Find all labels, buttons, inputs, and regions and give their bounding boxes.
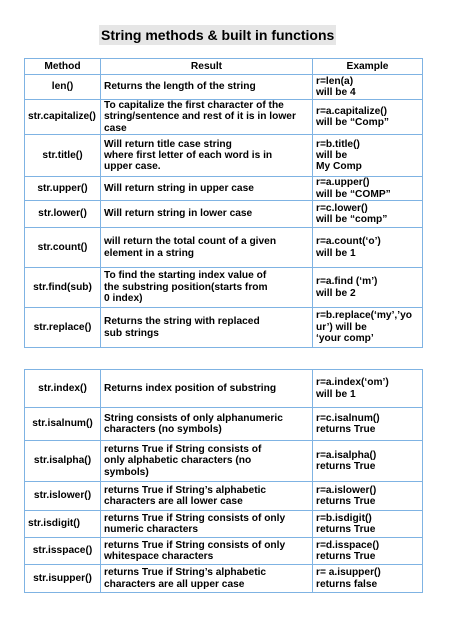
example-cell — [313, 135, 423, 177]
example-cell-text: r=a.count(‘o’) will be 1 — [316, 236, 381, 259]
method-cell-text: str.upper() — [37, 182, 88, 194]
table-row — [25, 228, 423, 268]
example-cell — [313, 100, 423, 135]
method-cell — [25, 135, 101, 177]
example-cell — [313, 482, 423, 511]
method-cell-text: str.lower() — [38, 208, 87, 220]
table-row — [25, 177, 423, 201]
method-cell-text: str.isdigit() — [28, 518, 81, 530]
result-cell-text: Returns the length of the string — [104, 81, 256, 93]
result-cell — [101, 228, 313, 268]
example-cell-text: r=len(a) will be 4 — [316, 75, 356, 98]
method-cell — [25, 201, 101, 228]
example-cell-text: r=d.isspace() returns True — [316, 539, 380, 562]
method-cell-text: str.title() — [42, 150, 83, 162]
table-row — [25, 308, 423, 348]
method-cell — [25, 482, 101, 511]
example-cell-text: r=a.capitalize() will be “Comp” — [316, 105, 390, 129]
example-cell — [313, 538, 423, 565]
result-cell — [101, 308, 313, 348]
table-row — [25, 201, 423, 228]
result-cell-text: returns True if String’s alphabetic characters are all upper case — [104, 567, 267, 590]
methods-table-1 — [24, 58, 423, 348]
example-cell — [313, 228, 423, 268]
result-cell — [101, 565, 313, 593]
method-cell — [25, 511, 101, 538]
example-cell — [313, 308, 423, 348]
result-cell-text: returns True if String consists of only whitespace characters — [104, 539, 286, 562]
example-cell-text: r=b.isdigit() returns True — [316, 512, 376, 535]
result-cell — [101, 370, 313, 408]
method-cell — [25, 308, 101, 348]
result-cell — [101, 135, 313, 177]
result-cell — [101, 511, 313, 538]
table-row — [25, 135, 423, 177]
table-row — [25, 441, 423, 482]
result-cell — [101, 482, 313, 511]
result-cell-text: will return the total count of a given element in a string — [104, 236, 277, 259]
header-example: Example — [313, 59, 423, 75]
page-title: String methods & built in functions — [101, 27, 335, 43]
method-cell — [25, 268, 101, 308]
result-cell-text: String consists of only alphanumeric characters (no symbols) — [104, 412, 283, 435]
method-cell — [25, 441, 101, 482]
example-cell-text: r=b.title() will be My Comp — [316, 138, 362, 173]
method-cell — [25, 370, 101, 408]
method-cell — [25, 565, 101, 593]
example-cell-text: r=a.islower() returns True — [316, 484, 377, 507]
example-cell — [313, 511, 423, 538]
result-cell-text: returns True if String consists of only alphabetic characters (no symbols) — [104, 443, 262, 478]
result-cell — [101, 100, 313, 135]
method-cell-text: str.find(sub) — [33, 281, 92, 293]
method-cell — [25, 538, 101, 565]
result-cell-text: Will return title case string where first letter of each word is in upper case. — [104, 138, 273, 173]
table-row — [25, 511, 423, 538]
method-cell-text: str.isalpha() — [33, 455, 92, 467]
table-row — [25, 370, 423, 408]
result-cell-text: returns True if String consists of only numeric characters — [104, 512, 286, 535]
result-cell — [101, 75, 313, 100]
example-cell — [313, 268, 423, 308]
table-row — [25, 565, 423, 593]
result-cell — [101, 268, 313, 308]
header-result: Result — [101, 59, 313, 75]
example-cell-text: r=c.lower() will be “comp” — [316, 202, 388, 226]
result-cell-text: Will return string in upper case — [104, 182, 254, 194]
method-cell-text: str.replace() — [33, 321, 92, 333]
example-cell — [313, 201, 423, 228]
method-cell — [25, 100, 101, 135]
table-row — [25, 100, 423, 135]
header-method: Method — [25, 59, 101, 75]
result-cell-text: To find the starting index value of the substring position(starts from 0 index) — [104, 270, 268, 305]
example-cell — [313, 370, 423, 408]
result-cell — [101, 201, 313, 228]
table-row — [25, 268, 423, 308]
table-row — [25, 538, 423, 565]
method-cell — [25, 408, 101, 441]
result-cell-text: Returns the string with replaced sub strings — [104, 316, 260, 339]
method-cell-text: str.index() — [38, 382, 87, 394]
method-cell-text: len() — [51, 81, 74, 93]
example-cell-text: r=c.isalnum() returns True — [316, 412, 380, 435]
method-cell — [25, 75, 101, 100]
method-cell — [25, 228, 101, 268]
result-cell-text: Will return string in lower case — [104, 208, 253, 220]
result-cell-text: Returns index position of substring — [104, 382, 277, 394]
result-cell — [101, 177, 313, 201]
method-cell-text: str.isalnum() — [32, 418, 93, 430]
method-cell-text: str.isupper() — [33, 572, 92, 584]
result-cell — [101, 408, 313, 441]
method-cell-text: str.capitalize() — [28, 111, 96, 123]
header-row — [25, 59, 423, 75]
method-cell-text: str.isspace() — [32, 545, 93, 557]
result-cell — [101, 538, 313, 565]
example-cell — [313, 177, 423, 201]
methods-table-2 — [24, 369, 423, 593]
example-cell-text: r=a.isalpha() returns True — [316, 449, 377, 472]
example-cell-text: r=b.replace(‘my’,’yo ur’) will be ‘your comp’ — [316, 310, 412, 345]
example-cell — [313, 408, 423, 441]
example-cell-text: r=a.upper() will be “COMP” — [316, 177, 391, 200]
result-cell — [101, 441, 313, 482]
method-cell — [25, 177, 101, 201]
example-cell-text: r= a.isupper() returns false — [316, 567, 381, 590]
example-cell-text: r=a.index(‘om’) will be 1 — [316, 377, 389, 400]
example-cell — [313, 75, 423, 100]
method-cell-text: str.islower() — [33, 490, 92, 502]
result-cell-text: To capitalize the first character of the string/sentence and rest of it is in lower case — [104, 100, 296, 134]
example-cell — [313, 565, 423, 593]
table-row — [25, 482, 423, 511]
example-cell — [313, 441, 423, 482]
table-row — [25, 408, 423, 441]
result-cell-text: returns True if String’s alphabetic characters are all lower case — [104, 484, 267, 507]
method-cell-text: str.count() — [37, 241, 88, 253]
example-cell-text: r=a.find (‘m’) will be 2 — [316, 276, 378, 299]
table-row — [25, 75, 423, 100]
